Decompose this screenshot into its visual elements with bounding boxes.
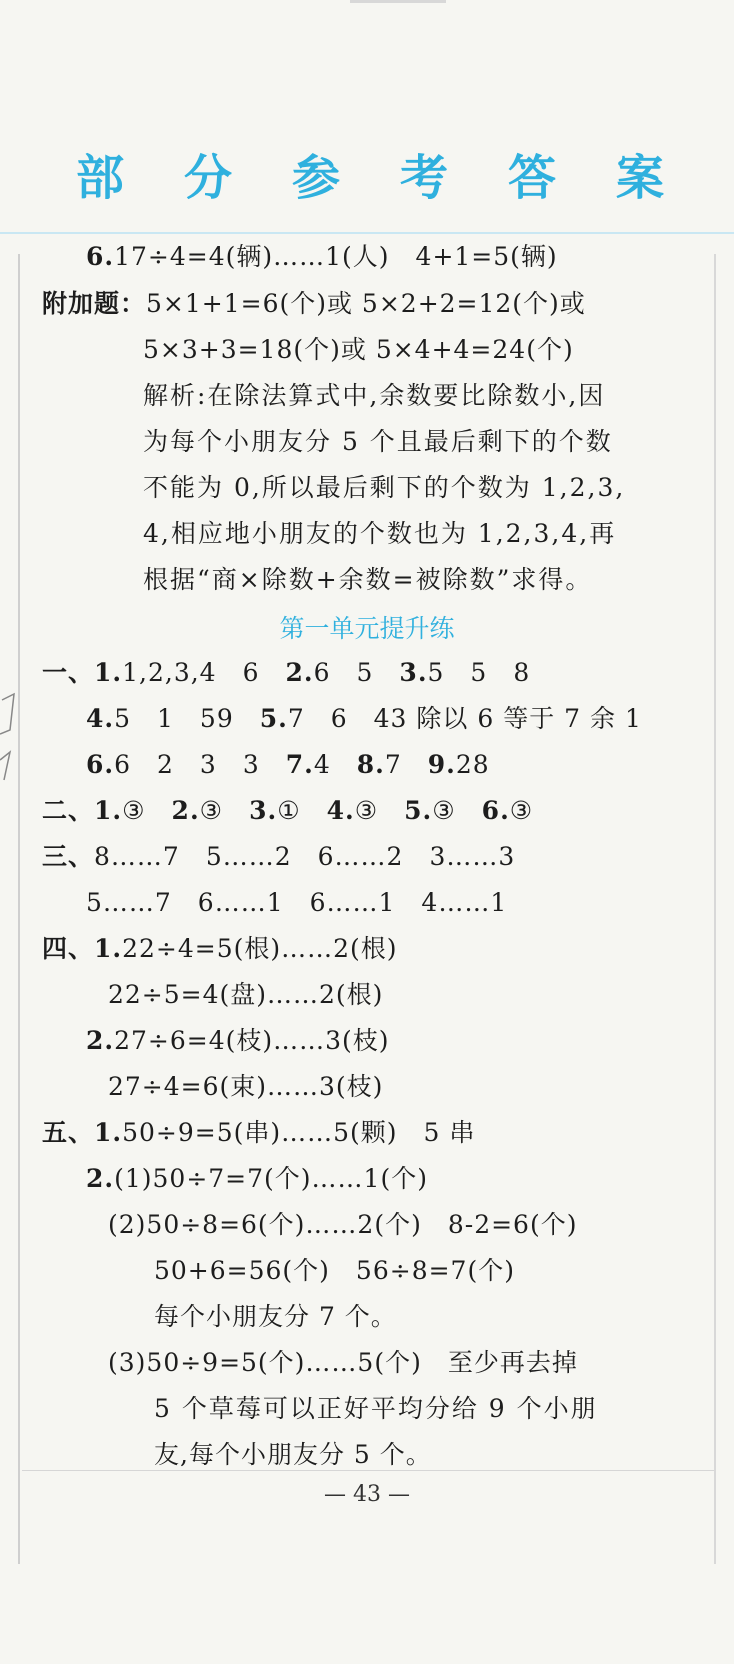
question-number: 7. bbox=[285, 750, 314, 779]
answer-text: 6 2 3 3 bbox=[114, 750, 286, 779]
analysis-line-1: 解析:在除法算式中,余数要比除数小,因 bbox=[143, 381, 606, 410]
question-number: 5. bbox=[404, 796, 433, 825]
question-number: 2. bbox=[285, 658, 314, 687]
part5-q2-line-5: (3)50÷9=5(个)……5(个) 至少再去掉 bbox=[108, 1348, 578, 1377]
answer-text: ① bbox=[277, 796, 327, 825]
question-number: 1. bbox=[94, 796, 123, 825]
part5-q2-line-1 bbox=[86, 1162, 428, 1196]
analysis-line-3: 不能为 0,所以最后剩下的个数为 1,2,3, bbox=[143, 473, 626, 502]
question-number: 4. bbox=[86, 704, 115, 733]
analysis-line-5: 根据“商×除数+余数=被除数”求得。 bbox=[143, 565, 593, 594]
question-number: 5. bbox=[259, 704, 288, 733]
analysis-line-4: 4,相应地小朋友的个数也为 1,2,3,4,再 bbox=[143, 519, 617, 548]
part1-row-3 bbox=[86, 748, 490, 782]
question-number: 4. bbox=[326, 796, 355, 825]
question-number: 6. bbox=[86, 750, 115, 779]
question-number: 6. bbox=[86, 242, 115, 271]
part5-q2-line-2: (2)50÷8=6(个)……2(个) 8-2=6(个) bbox=[108, 1210, 578, 1239]
answer-text: 27÷6=4(枝)……3(枝) bbox=[114, 1026, 390, 1055]
title-char: 部 bbox=[75, 150, 124, 206]
page-number: — 43 — bbox=[324, 1482, 410, 1507]
part5-q2-line-3: 50+6=56(个) 56÷8=7(个) bbox=[154, 1256, 515, 1285]
question-number: 1. bbox=[94, 934, 123, 963]
extra-question-line-1 bbox=[42, 287, 586, 321]
answer-text: 22÷4=5(根)……2(根) bbox=[122, 934, 398, 963]
part-label: 三、 bbox=[42, 842, 95, 871]
part-label: 二、 bbox=[42, 796, 95, 825]
part1-row-1 bbox=[42, 656, 530, 690]
part3-row-2: 5……7 6……1 6……1 4……1 bbox=[86, 888, 508, 917]
question-number: 8. bbox=[356, 750, 385, 779]
answer-text: 5 5 8 bbox=[427, 658, 531, 687]
part-label: 一、 bbox=[42, 658, 95, 687]
answer-text: 8……7 5……2 6……2 3……3 bbox=[94, 842, 516, 871]
part5-q2-line-7: 友,每个小朋友分 5 个。 bbox=[154, 1440, 432, 1469]
question-number: 2. bbox=[86, 1026, 115, 1055]
answer-text: ③ bbox=[122, 796, 172, 825]
answer-text: 50÷9=5(串)……5(颗) 5 串 bbox=[122, 1118, 476, 1147]
page-title bbox=[70, 148, 670, 208]
answer-text: 5 1 59 bbox=[114, 704, 260, 733]
part4-q2-line-2: 27÷4=6(束)……3(枝) bbox=[108, 1072, 384, 1101]
part5-q1 bbox=[42, 1116, 475, 1150]
margin-sketch-icon bbox=[0, 690, 30, 810]
answer-text: ③ bbox=[432, 796, 482, 825]
extra-question-line-2: 5×3+3=18(个)或 5×4+4=24(个) bbox=[143, 335, 574, 364]
part2-row bbox=[42, 794, 533, 828]
section-title: 第一单元提升练 bbox=[279, 614, 455, 643]
bottom-divider bbox=[22, 1470, 714, 1471]
question-number: 1. bbox=[94, 658, 123, 687]
extra-question-label: 附加题： bbox=[42, 289, 147, 318]
title-char: 答 bbox=[507, 150, 556, 206]
part4-q2-line-1 bbox=[86, 1024, 390, 1058]
answer-text: 4 bbox=[313, 750, 357, 779]
part5-q2-line-4: 每个小朋友分 7 个。 bbox=[154, 1302, 397, 1331]
question-number: 3. bbox=[399, 658, 428, 687]
answer-text: ③ bbox=[354, 796, 405, 825]
part4-q1-line-2: 22÷5=4(盘)……2(根) bbox=[108, 980, 384, 1009]
left-margin-line bbox=[18, 254, 20, 1564]
title-char: 案 bbox=[615, 150, 664, 206]
right-margin-line bbox=[714, 254, 716, 1564]
part-label: 四、 bbox=[42, 934, 95, 963]
part1-row-2 bbox=[86, 702, 642, 736]
answer-text: 6 5 bbox=[313, 658, 400, 687]
title-divider bbox=[0, 232, 734, 234]
question-number: 9. bbox=[427, 750, 456, 779]
part-label: 五、 bbox=[42, 1118, 95, 1147]
answer-text: 5×1+1=6(个)或 5×2+2=12(个)或 bbox=[146, 289, 586, 318]
answer-text: 17÷4=4(辆)……1(人) 4+1=5(辆) bbox=[114, 242, 558, 271]
answer-text: ③ bbox=[509, 796, 534, 825]
answer-text: 28 bbox=[455, 750, 490, 779]
answer-text: 7 bbox=[384, 750, 428, 779]
part4-q1-line-1 bbox=[42, 932, 398, 966]
title-char: 考 bbox=[399, 150, 448, 206]
answer-text: (1)50÷7=7(个)……1(个) bbox=[114, 1164, 428, 1193]
answer-text: 1,2,3,4 6 bbox=[122, 658, 286, 687]
answer-text: ③ bbox=[199, 796, 250, 825]
question-number: 1. bbox=[94, 1118, 123, 1147]
question-number: 2. bbox=[86, 1164, 115, 1193]
part3-row-1 bbox=[42, 840, 515, 874]
title-char: 参 bbox=[291, 150, 340, 206]
part5-q2-line-6: 5 个草莓可以正好平均分给 9 个小朋 bbox=[154, 1394, 598, 1423]
top-edge-mark bbox=[350, 0, 446, 3]
title-char: 分 bbox=[183, 150, 232, 206]
answer-text: 7 6 43 除以 6 等于 7 余 1 bbox=[287, 704, 642, 733]
question-number: 6. bbox=[481, 796, 510, 825]
question-number: 2. bbox=[171, 796, 200, 825]
answer-line-6 bbox=[86, 240, 558, 274]
question-number: 3. bbox=[249, 796, 278, 825]
analysis-line-2: 为每个小朋友分 5 个且最后剩下的个数 bbox=[143, 427, 613, 456]
